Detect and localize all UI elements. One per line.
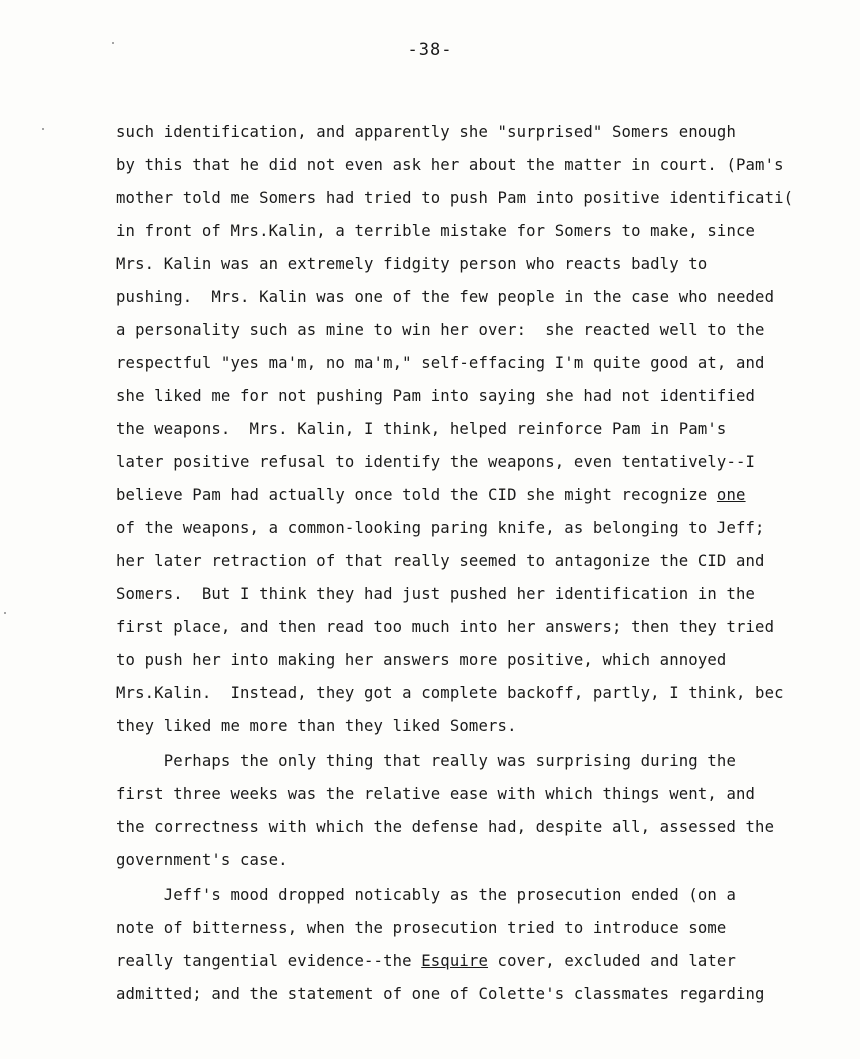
text-line: of the weapons, a common-looking paring knife, as belonging to Jeff; [116, 519, 765, 537]
text-line: later positive refusal to identify the weapons, even tentatively--I [116, 453, 756, 471]
text-line: she liked me for not pushing Pam into saying she had not identified [116, 387, 756, 405]
text-line: a personality such as mine to win her over: she reacted well to the [116, 321, 765, 339]
underlined-word: one [716, 486, 746, 504]
text-line: Perhaps the only thing that really was surprising during the [116, 752, 736, 770]
text-line: really tangential evidence--the Esquire cover, excluded and later [116, 952, 737, 970]
text-line: government's case. [116, 851, 288, 869]
text-line: first three weeks was the relative ease with which things went, and [116, 785, 756, 803]
text-line: first place, and then read too much into her answers; then they tried [116, 618, 775, 636]
text-line: to push her into making her answers more positive, which annoyed [116, 651, 727, 669]
text-line: her later retraction of that really seemed to antagonize the CID and [116, 552, 765, 570]
text-line: by this that he did not even ask her about the matter in court. (Pam's [116, 156, 784, 174]
text-line: in front of Mrs.Kalin, a terrible mistake for Somers to make, since [116, 222, 756, 240]
scan-speck [4, 612, 6, 614]
text-line: the weapons. Mrs. Kalin, I think, helped reinforce Pam in Pam's [116, 420, 727, 438]
underlined-word: Esquire [421, 952, 489, 970]
text-line: they liked me more than they liked Somers. [116, 717, 517, 735]
text-line: Mrs. Kalin was an extremely fidgity person who reacts badly to [116, 255, 708, 273]
page-number: -38- [407, 40, 453, 60]
text-line: pushing. Mrs. Kalin was one of the few people in the case who needed [116, 288, 775, 306]
text-line: Jeff's mood dropped noticably as the prosecution ended (on a [116, 886, 736, 904]
text-line: note of bitterness, when the prosecution tried to introduce some [116, 919, 727, 937]
text-line: respectful "yes ma'm, no ma'm," self-effacing I'm quite good at, and [116, 354, 765, 372]
text-line: Somers. But I think they had just pushed her identification in the [116, 585, 756, 603]
scan-speck [42, 128, 44, 130]
text-line: mother told me Somers had tried to push Pam into positive identificati( [116, 189, 794, 207]
text-line: such identification, and apparently she "surprised" Somers enough [116, 123, 736, 141]
text-line: believe Pam had actually once told the CID she might recognize one [116, 486, 746, 504]
text-line: admitted; and the statement of one of Colette's classmates regarding [116, 985, 765, 1003]
text-line: Mrs.Kalin. Instead, they got a complete backoff, partly, I think, bec [116, 684, 784, 702]
scan-speck [112, 42, 114, 44]
text-line: the correctness with which the defense had, despite all, assessed the [116, 818, 775, 836]
